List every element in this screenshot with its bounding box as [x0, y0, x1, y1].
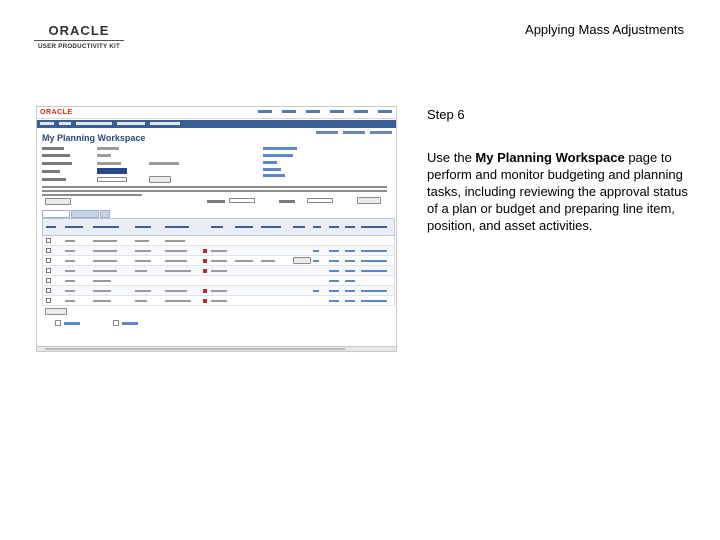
- logo-rule: [34, 40, 124, 41]
- screenshot-refresh-button: [45, 308, 67, 315]
- step-label: Step 6: [427, 107, 465, 122]
- screenshot-field-label: [42, 178, 66, 181]
- screenshot-field-label: [42, 162, 72, 165]
- screenshot-tab: [42, 210, 70, 218]
- screenshot-link: [64, 322, 80, 325]
- logo-upk-text: USER PRODUCTIVITY KIT: [37, 43, 121, 50]
- planning-workspace-screenshot: [36, 106, 397, 352]
- screenshot-grid-row: [42, 236, 395, 246]
- screenshot-link: [122, 322, 138, 325]
- screenshot-grid-row: [42, 286, 395, 296]
- screenshot-field-value: [97, 147, 119, 150]
- screenshot-field-label: [42, 147, 64, 150]
- screenshot-refresh-button: [357, 197, 381, 204]
- screenshot-link: [263, 168, 281, 171]
- screenshot-grid-row: [42, 276, 395, 286]
- screenshot-field-label: [42, 170, 60, 173]
- screenshot-field-label: [279, 200, 295, 203]
- screenshot-top-bar: [37, 107, 396, 119]
- instruction-page-name: My Planning Workspace: [475, 150, 625, 165]
- oracle-upk-logo: [34, 24, 124, 50]
- screenshot-link: [263, 147, 297, 150]
- screenshot-refresh-button: [45, 198, 71, 205]
- screenshot-dropdown: [97, 177, 127, 182]
- screenshot-link: [263, 161, 277, 164]
- screenshot-grid-row: [42, 256, 395, 266]
- screenshot-refresh-button: [149, 176, 171, 183]
- screenshot-grid-row: [42, 296, 395, 306]
- screenshot-field-label: [42, 154, 70, 157]
- screenshot-checkbox: [55, 320, 61, 326]
- screenshot-instructions: [42, 186, 387, 188]
- screenshot-field-value: [149, 162, 179, 165]
- screenshot-tab: [100, 210, 110, 218]
- screenshot-dropdown: [307, 198, 333, 203]
- step-instruction: [427, 149, 689, 234]
- screenshot-oracle-logo: ORACLE: [40, 109, 73, 116]
- screenshot-scrollbar: [37, 346, 396, 351]
- screenshot-grid: [42, 218, 395, 306]
- screenshot-dropdown: [229, 198, 255, 203]
- screenshot-field-label: [207, 200, 225, 203]
- screenshot-actions-select: [97, 168, 127, 174]
- screenshot-breadcrumbs: [40, 122, 180, 125]
- screenshot-grid-header: [42, 218, 395, 236]
- screenshot-link: [263, 154, 293, 157]
- instruction-suffix: page to perform and monitor budgeting and planning tasks, including reviewing the approval status of a plan or budget and preparing line item, position, and asset activities.: [427, 150, 688, 233]
- screenshot-grid-row: [42, 266, 395, 276]
- screenshot-tab: [71, 210, 99, 218]
- screenshot-scroll-thumb: [45, 348, 345, 350]
- screenshot-instructions: [42, 194, 142, 196]
- screenshot-field-value: [97, 154, 111, 157]
- screenshot-checkbox: [113, 320, 119, 326]
- screenshot-field-value: [97, 162, 121, 165]
- screenshot-global-nav: [258, 110, 392, 113]
- screenshot-tabs: [42, 210, 110, 218]
- logo-oracle-text: ORACLE: [48, 23, 110, 38]
- instruction-prefix: Use the: [427, 150, 476, 165]
- screenshot-page-title: My Planning Workspace: [42, 133, 146, 143]
- screenshot-grid-row: [42, 246, 395, 256]
- document-title: Applying Mass Adjustments: [525, 22, 684, 37]
- screenshot-link: [263, 174, 285, 177]
- screenshot-instructions: [42, 190, 387, 192]
- screenshot-page-links: [316, 131, 392, 134]
